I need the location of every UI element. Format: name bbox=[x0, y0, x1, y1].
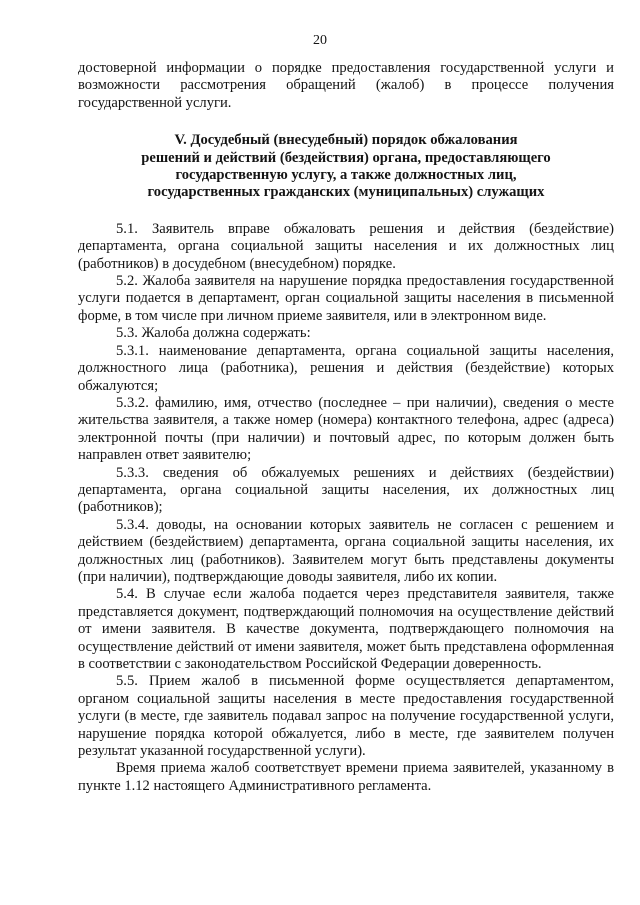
paragraph-5-3-2: 5.3.2. фамилию, имя, отчество (последнее – при наличии), сведения о месте жительства заявителя, а также номер (номера) контактного телефона, адрес (адреса) электронной почты (при наличии) и почтовый адрес, по которым должен быть направлен ответ заявителю; bbox=[78, 394, 614, 464]
paragraph-reception-time: Время приема жалоб соответствует времени приема заявителей, указанному в пункте 1.12 настоящего Административного регламента. bbox=[78, 760, 614, 794]
intro-paragraph: достоверной информации о порядке предоставления государственной услуги и возможности рассмотрения обращений (жалоб) в процессе получения государственной услуги. bbox=[78, 60, 614, 111]
paragraph-5-1: 5.1. Заявитель вправе обжаловать решения и действия (бездействие) департамента, органа социальной защиты населения и их должностных лиц (работников) в досудебном (внесудебном) порядке. bbox=[78, 220, 614, 272]
heading-line: V. Досудебный (внесудебный) порядок обжалования bbox=[174, 132, 518, 149]
heading-line: решений и действий (бездействия) органа, предоставляющего bbox=[141, 149, 551, 166]
paragraph-5-3-4: 5.3.4. доводы, на основании которых заявитель не согласен с решением и действием (бездействием) департамента, органа социальной защиты населения, их должностных лиц (работников). Заявителем могут быть представлены документы (при наличии), подтверждающие доводы заявителя, либо их копии. bbox=[78, 516, 614, 585]
document-body bbox=[78, 60, 614, 795]
paragraph-5-5: 5.5. Прием жалоб в письменной форме осуществляется департаментом, органом социальной защиты населения в месте предоставления государственной услуги (в месте, где заявитель подавал запрос на получение государственной услуги, нарушение порядка которой обжалуется, либо в месте, где заявителем получен результат указанной государственной услуги). bbox=[78, 673, 614, 760]
heading-line: государственных гражданских (муниципальных) служащих bbox=[147, 184, 545, 201]
paragraph-5-4: 5.4. В случае если жалоба подается через представителя заявителя, также представляется документ, подтверждающий полномочия на осуществление действий от имени заявителя. В качестве документа, подтверждающего полномочия на осуществление действий от имени заявителя, может быть представлена оформленная в соответствии с законодательством Российской Федерации доверенность. bbox=[78, 586, 614, 672]
paragraph-5-3-1: 5.3.1. наименование департамента, органа социальной защиты населения, должностного лица (работника), решения и действия (бездействие) которых обжалуются; bbox=[78, 342, 614, 394]
paragraph-5-3: 5.3. Жалоба должна содержать: bbox=[116, 325, 311, 342]
paragraph-5-2: 5.2. Жалоба заявителя на нарушение порядка предоставления государственной услуги подается в департамент, орган социальной защиты населения в письменной форме, в том числе при личном приеме заявителя, или в электронном виде. bbox=[78, 273, 614, 324]
page-number: 20 bbox=[313, 33, 327, 48]
paragraph-5-3-3: 5.3.3. сведения об обжалуемых решениях и действиях (бездействии) департамента, органа социальной защиты населения, их должностных лиц (работников); bbox=[78, 464, 614, 516]
heading-line: государственную услугу, а также должностных лиц, bbox=[175, 167, 517, 184]
section-heading bbox=[78, 132, 614, 202]
